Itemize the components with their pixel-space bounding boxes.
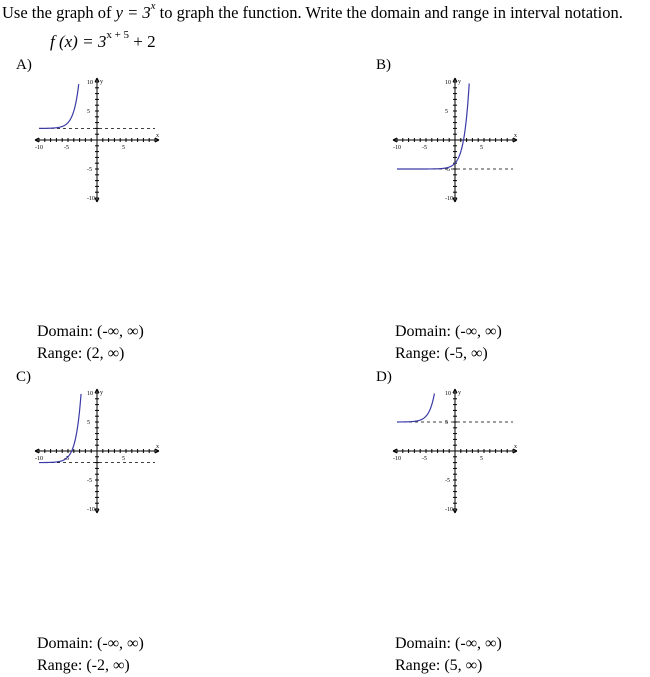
- x-axis-label: x: [156, 444, 159, 450]
- x-tick-label: -5: [422, 456, 427, 462]
- y-axis-label: y: [100, 390, 103, 396]
- x-tick-label: -10: [393, 456, 401, 462]
- y-tick-label: 5: [87, 420, 90, 426]
- y-tick-label: 10: [87, 391, 93, 397]
- option-a-range: Range: (2, ∞): [37, 345, 125, 362]
- option-b-label[interactable]: B): [376, 57, 391, 73]
- x-tick-label: -10: [35, 145, 43, 151]
- exponential-curve: [397, 393, 434, 422]
- option-c-range: Range: (-2, ∞): [37, 657, 130, 674]
- y-tick-label: 5: [87, 109, 90, 115]
- option-d-graph: [393, 386, 523, 516]
- y-tick-label: 10: [87, 80, 93, 86]
- x-tick-label: -10: [393, 145, 401, 151]
- option-b-answer: [395, 321, 502, 365]
- option-d-answer: [395, 633, 502, 677]
- x-tick-label: -5: [64, 456, 69, 462]
- x-tick-label: 5: [480, 145, 483, 151]
- y-tick-label: -5: [87, 167, 92, 173]
- x-tick-label: 5: [122, 145, 125, 151]
- exponential-curve: [397, 83, 469, 169]
- option-c-graph: [35, 386, 165, 516]
- y-tick-label: -10: [87, 507, 95, 513]
- y-tick-label: 10: [445, 391, 451, 397]
- exponential-curve: [39, 84, 79, 128]
- option-c-answer: [37, 633, 144, 677]
- function-expression: f $(x) = 3^{x + 5} + 2$: [50, 29, 156, 51]
- y-axis-label: y: [458, 390, 461, 396]
- x-tick-label: 5: [480, 456, 483, 462]
- x-tick-label: -10: [35, 456, 43, 462]
- option-b-range: Range: (-5, ∞): [395, 345, 488, 362]
- x-axis-label: x: [514, 133, 517, 139]
- option-b-graph: [393, 75, 523, 205]
- x-tick-label: -5: [64, 145, 69, 151]
- y-tick-label: -5: [87, 478, 92, 484]
- option-c-label[interactable]: C): [16, 369, 31, 385]
- y-tick-label: 5: [445, 420, 448, 426]
- y-tick-label: -10: [445, 196, 453, 202]
- option-d-domain: Domain: (-∞, ∞): [395, 635, 502, 652]
- exponential-curve: [39, 394, 81, 463]
- option-b-domain: Domain: (-∞, ∞): [395, 323, 502, 340]
- option-a-label[interactable]: A): [16, 57, 32, 73]
- option-a-domain: Domain: (-∞, ∞): [37, 323, 144, 340]
- y-tick-label: -10: [87, 196, 95, 202]
- option-c-domain: Domain: (-∞, ∞): [37, 635, 144, 652]
- y-axis-label: y: [100, 79, 103, 85]
- y-tick-label: 10: [445, 80, 451, 86]
- x-axis-label: x: [514, 444, 517, 450]
- y-tick-label: -5: [445, 167, 450, 173]
- option-a-answer: [37, 321, 144, 365]
- y-axis-label: y: [458, 79, 461, 85]
- question-text: Use the graph of $y = 3^x$ to graph the function. Write the domain and range in interval notation.: [2, 0, 623, 22]
- x-axis-label: x: [156, 133, 159, 139]
- x-tick-label: 5: [122, 456, 125, 462]
- option-a-graph: [35, 75, 165, 205]
- y-tick-label: 5: [445, 109, 448, 115]
- y-tick-label: -10: [445, 507, 453, 513]
- option-d-range: Range: (5, ∞): [395, 657, 483, 674]
- option-d-label[interactable]: D): [376, 369, 392, 385]
- y-tick-label: -5: [445, 478, 450, 484]
- x-tick-label: -5: [422, 145, 427, 151]
